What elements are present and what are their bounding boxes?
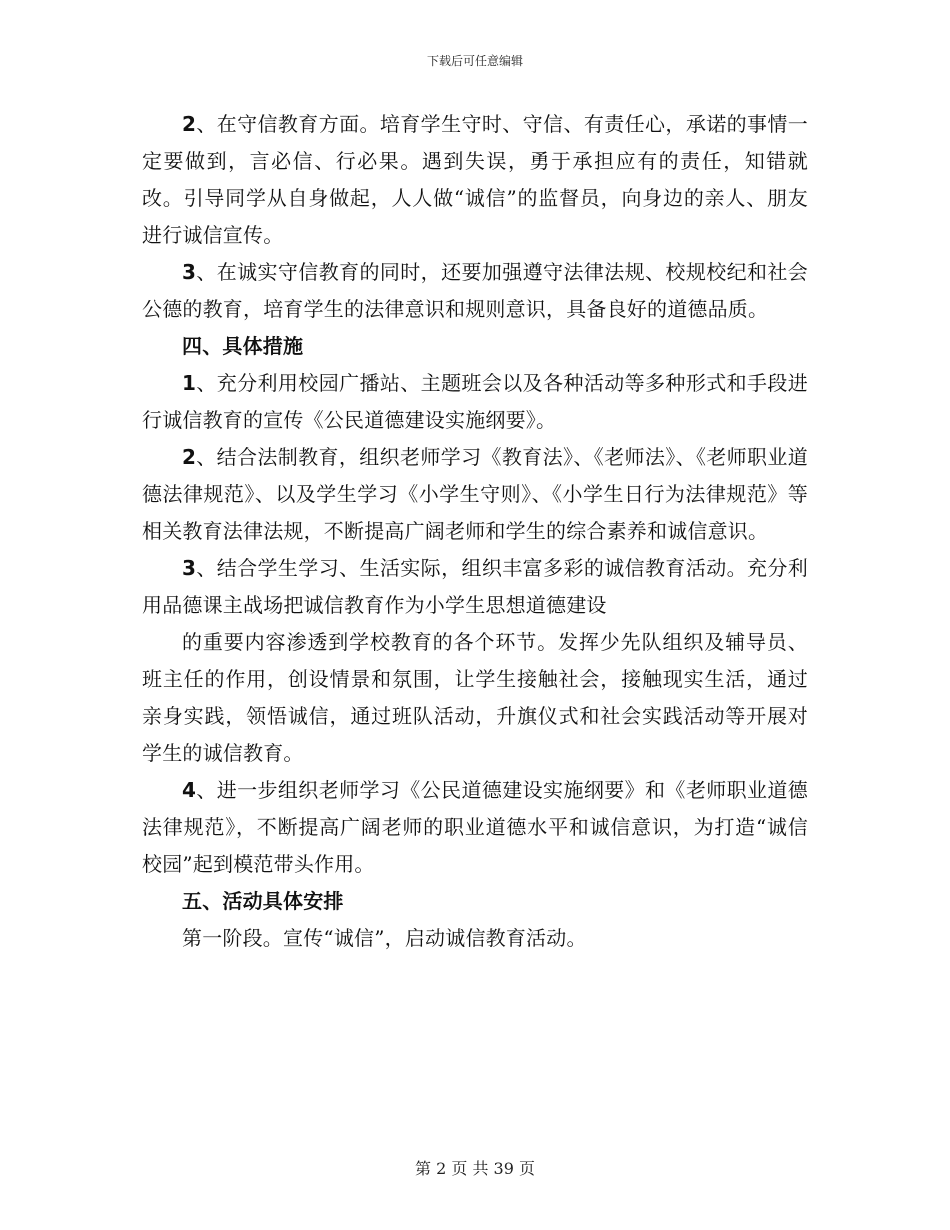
item-number: 3 [182, 556, 197, 580]
paragraph-measure-2 [142, 439, 808, 550]
item-number: 2 [182, 445, 197, 469]
section-heading-measures: 四、具体措施 [182, 334, 304, 358]
paragraph-text: 、在诚实守信教育的同时，还要加强遵守法律法规、校规校纪和社会公德的教育，培育学生的法律意识和规则意识，具备良好的道德品质。 [142, 260, 808, 321]
paragraph-law-education [142, 254, 808, 328]
item-number: 4 [182, 778, 197, 802]
item-number: 1 [182, 371, 197, 395]
paragraph-text: 、结合学生学习、生活实际，组织丰富多彩的诚信教育活动。充分利用品德课主战场把诚信教育作为小学生思想道德建设 [142, 556, 808, 617]
paragraph-measure-3-continued [142, 624, 808, 772]
paragraph-text: 、充分利用校园广播站、主题班会以及各种活动等多种形式和手段进行诚信教育的宣传《公民道德建设实施纲要》。 [142, 371, 808, 432]
paragraph-text: 、在守信教育方面。培育学生守时、守信、有责任心，承诺的事情一定要做到，言必信、行必果。遇到失误，勇于承担应有的责任，知错就改。引导同学从自身做起，人人做“诚信”的监督员，向身边的亲人、朋友进行诚信宣传。 [142, 112, 808, 247]
document-body [142, 106, 808, 957]
item-number: 3 [182, 260, 197, 284]
paragraph-text: 的重要内容渗透到学校教育的各个环节。发挥少先队组织及辅导员、班主任的作用，创设情景和氛围，让学生接触社会，接触现实生活，通过亲身实践，领悟诚信，通过班队活动，升旗仪式和社会实践活动等开展对学生的诚信教育。 [142, 630, 808, 765]
paragraph-measure-1 [142, 365, 808, 439]
page-header: 下载后可任意编辑 [426, 54, 523, 68]
paragraph-text: 、进一步组织老师学习《公民道德建设实施纲要》和《老师职业道德法律规范》，不断提高广阔老师的职业道德水平和诚信意识，为打造“诚信校园”起到模范带头作用。 [142, 778, 808, 876]
paragraph-integrity-education [142, 106, 808, 254]
paragraph-stage-1 [142, 920, 808, 957]
section-heading-schedule: 五、活动具体安排 [182, 889, 344, 913]
page-number-footer: 第 2 页 共 39 页 [415, 1159, 535, 1178]
paragraph-text: 、结合法制教育，组织老师学习《教育法》、《老师法》、《老师职业道德法律规范》、以及学生学习《小学生守则》、《小学生日行为法律规范》等相关教育法律法规，不断提高广阔老师和学生的综合素养和诚信意识。 [142, 445, 808, 543]
paragraph-text: 第一阶段。宣传“诚信”，启动诚信教育活动。 [182, 926, 587, 950]
paragraph-measure-3 [142, 550, 808, 624]
paragraph-measure-4 [142, 772, 808, 883]
item-number: 2 [182, 112, 197, 136]
